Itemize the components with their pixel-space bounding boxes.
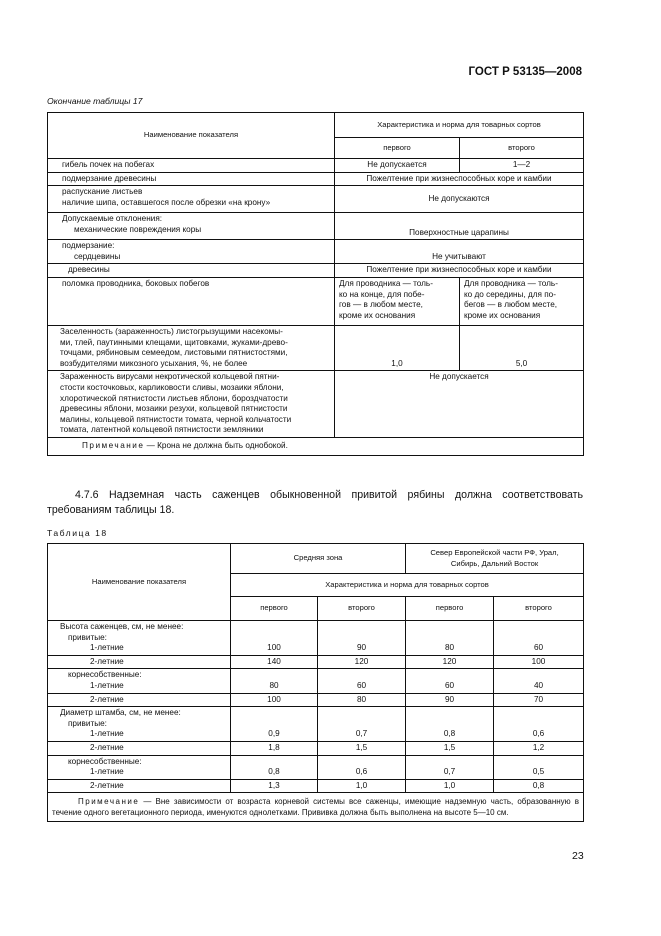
value-cell: 1,5 [406, 741, 494, 755]
row-both: Не учитывают [335, 240, 584, 264]
t18-zone-middle: Средняя зона [231, 544, 406, 574]
standard-number: ГОСТ Р 53135—2008 [468, 66, 582, 78]
table-row [48, 325, 584, 370]
value-cell: 60 [494, 621, 584, 656]
table-note-row [48, 793, 584, 822]
value-cell: 1,3 [231, 779, 318, 793]
row-name: поломка проводника, боковых побегов [48, 277, 335, 325]
row-name: Зараженность вирусами некротической кольцевой пятни- стости косточковых, карликовости сливы, мозаики яблони, хлоротической пятнистости листьев яблони, бороздчатости древесины яблони, мозаики резухи, кольцевой пятнистости малины, кольцевой пятнистости томата, черной кольчатости томата, латентной кольцевой пятнистости земляники [48, 371, 335, 438]
row-both: Пожелтение при жизнеспособных коре и камбии [335, 264, 584, 278]
value-cell: 120 [318, 655, 406, 669]
value-cell: 0,7 [406, 755, 494, 779]
value-cell: 0,8 [494, 779, 584, 793]
value-cell: 80 [406, 621, 494, 656]
row-label: корнесобственные: 1-летние [48, 755, 231, 779]
value-cell: 60 [318, 669, 406, 693]
paragraph-4-7-6: 4.7.6 Надземная часть саженцев обыкновенной привитой рябины должна соответствовать требованиям таблицы 18. [47, 489, 583, 516]
table-18 [47, 543, 584, 822]
table-row [48, 277, 584, 325]
table-row [48, 621, 584, 656]
t18-col-second: второго [318, 597, 406, 621]
t18-col-first: первого [231, 597, 318, 621]
table-row [48, 693, 584, 707]
table-row [48, 741, 584, 755]
value-cell: 1,0 [406, 779, 494, 793]
row-name: распускание листьев наличие шипа, оставшегося после обрезки «на крону» [48, 186, 335, 213]
table-note-row [48, 437, 584, 455]
table-row [48, 755, 584, 779]
value-cell: 40 [494, 669, 584, 693]
table17-caption: Окончание таблицы 17 [47, 96, 143, 106]
table-row [48, 186, 584, 213]
value-cell: 100 [231, 693, 318, 707]
row-label: корнесобственные: 1-летние [48, 669, 231, 693]
t17-col-group: Характеристика и норма для товарных сортов [335, 113, 584, 138]
row-second: 5,0 [460, 325, 584, 370]
row-name: Допускаемые отклонения: механические повреждения коры [48, 213, 335, 240]
value-cell: 70 [494, 693, 584, 707]
table-row [48, 172, 584, 186]
value-cell: 100 [494, 655, 584, 669]
section-diameter: Диаметр штамба, см, не менее: привитые: 1-летние [48, 707, 231, 742]
table-row [48, 240, 584, 264]
table-row [48, 655, 584, 669]
page-number: 23 [572, 850, 584, 862]
t18-col-name: Наименование показателя [48, 544, 231, 621]
row-label: 2-летние [48, 655, 231, 669]
t17-col-name: Наименование показателя [48, 113, 335, 159]
row-second: Для проводника — толь- ко до середины, для по- бегов — в любом месте, кроме их основания [460, 277, 584, 325]
value-cell: 1,0 [318, 779, 406, 793]
value-cell: 80 [318, 693, 406, 707]
table-row [48, 264, 584, 278]
value-cell: 0,6 [318, 755, 406, 779]
row-name: древесины [48, 264, 335, 278]
value-cell: 0,6 [494, 707, 584, 742]
row-label: 2-летние [48, 741, 231, 755]
row-name: Заселенность (зараженность) листогрызущими насекомы- ми, тлей, паутинными клещами, щитовками, жуками-древо- точцами, рябиновым семеедом, листовыми пятнистостями, возбудителями микозного усыхания, %, не более [48, 325, 335, 370]
row-first: Для проводника — толь- ко на конце, для побе- гов — в любом месте, кроме их основания [335, 277, 460, 325]
table-17 [47, 112, 584, 456]
value-cell: 0,8 [231, 755, 318, 779]
table-row [48, 669, 584, 693]
value-cell: 90 [406, 693, 494, 707]
value-cell: 0,7 [318, 707, 406, 742]
row-first: 1,0 [335, 325, 460, 370]
value-cell: 0,8 [406, 707, 494, 742]
table-row [48, 159, 584, 173]
table17-note: Примечание — Крона не должна быть однобокой. [48, 437, 584, 455]
row-name: подмерзание древесины [48, 172, 335, 186]
value-cell: 1,5 [318, 741, 406, 755]
table18-note: Примечание — Вне зависимости от возраста корневой системы все саженцы, имеющие надземную часть, образованную в течение одного вегетационного периода, именуются однолетками. Прививка должна быть выполнена на высоте 5—10 см. [48, 793, 584, 822]
table-row [48, 707, 584, 742]
row-both: Поверхностные царапины [335, 213, 584, 240]
row-first: Не допускается [335, 159, 460, 173]
row-both: Пожелтение при жизнеспособных коре и камбии [335, 172, 584, 186]
t17-col-first: первого [335, 138, 460, 159]
t18-zone-north: Север Европейской части РФ, Урал, Сибирь, Дальний Восток [406, 544, 584, 574]
value-cell: 1,8 [231, 741, 318, 755]
value-cell: 0,9 [231, 707, 318, 742]
row-label: 2-летние [48, 779, 231, 793]
t18-col-second: второго [494, 597, 584, 621]
row-name: гибель почек на побегах [48, 159, 335, 173]
row-both: Не допускается [335, 371, 584, 438]
table-row [48, 213, 584, 240]
row-name: подмерзание: сердцевины [48, 240, 335, 264]
value-cell: 140 [231, 655, 318, 669]
value-cell: 100 [231, 621, 318, 656]
table-row [48, 779, 584, 793]
row-both: Не допускаются [335, 186, 584, 213]
value-cell: 90 [318, 621, 406, 656]
value-cell: 1,2 [494, 741, 584, 755]
value-cell: 60 [406, 669, 494, 693]
value-cell: 80 [231, 669, 318, 693]
section-height: Высота саженцев, см, не менее: привитые: 1-летние [48, 621, 231, 656]
t18-col-first: первого [406, 597, 494, 621]
t17-col-second: второго [460, 138, 584, 159]
table-row [48, 371, 584, 438]
value-cell: 120 [406, 655, 494, 669]
t18-col-group: Характеристика и норма для товарных сортов [231, 574, 584, 597]
row-second: 1—2 [460, 159, 584, 173]
table18-caption: Таблица 18 [47, 528, 108, 538]
row-label: 2-летние [48, 693, 231, 707]
value-cell: 0,5 [494, 755, 584, 779]
